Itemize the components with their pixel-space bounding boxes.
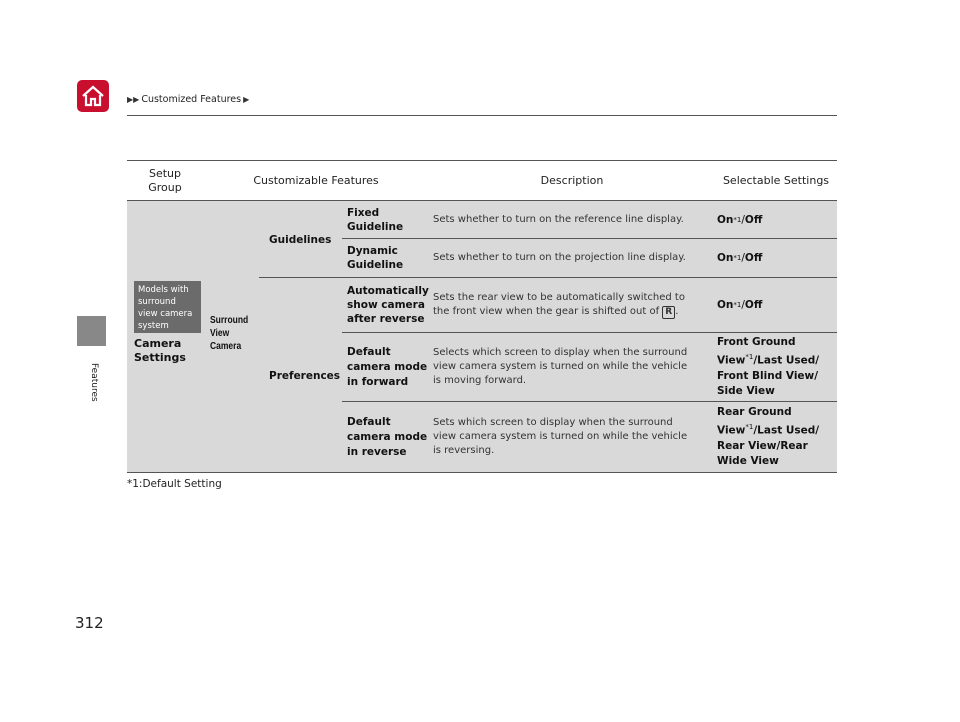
row-divider bbox=[342, 401, 837, 402]
feature-fixed-guideline: Fixed Guideline bbox=[347, 207, 404, 233]
header-description: Description bbox=[540, 173, 604, 187]
footnote: *1:Default Setting bbox=[127, 478, 222, 490]
description-cell: Sets whether to turn on the reference line display. bbox=[433, 214, 684, 225]
row-divider bbox=[259, 277, 837, 278]
header-settings: Selectable Settings bbox=[722, 173, 830, 187]
breadcrumb-arrow-icon: ▶▶ bbox=[127, 95, 140, 104]
side-tab-marker bbox=[77, 316, 106, 346]
breadcrumb bbox=[127, 94, 249, 105]
description-cell: Sets which screen to display when the surround view camera system is turned on while the vehicle is reversing. bbox=[433, 417, 688, 456]
feature-default-forward: Default camera mode in forward bbox=[347, 345, 428, 388]
setup-group-cell: Camera Settings bbox=[134, 337, 186, 364]
page-number: 312 bbox=[75, 614, 104, 632]
customized-features-table bbox=[127, 160, 837, 473]
table-body bbox=[127, 201, 837, 473]
home-icon bbox=[81, 85, 105, 107]
breadcrumb-link[interactable]: Customized Features bbox=[141, 94, 242, 105]
home-button[interactable] bbox=[77, 80, 109, 112]
breadcrumb-arrow-icon: ▶ bbox=[243, 95, 250, 104]
feature-default-reverse: Default camera mode in reverse bbox=[347, 415, 428, 458]
model-badge: Models with surround view camera system bbox=[134, 281, 201, 333]
subgroup-label: Surround View Camera bbox=[210, 315, 249, 352]
header-setup-group: Setup Group bbox=[148, 166, 182, 194]
feature-dynamic-guideline: Dynamic Guideline bbox=[347, 245, 404, 271]
category-preferences: Preferences bbox=[269, 370, 341, 382]
feature-auto-show-camera: Automatically show camera after reverse bbox=[347, 285, 429, 325]
side-tab-label: Features bbox=[89, 363, 99, 402]
header-features: Customizable Features bbox=[253, 173, 379, 187]
category-guidelines: Guidelines bbox=[269, 234, 332, 246]
settings-cell: On *1 / Off bbox=[717, 299, 763, 311]
row-divider bbox=[342, 332, 837, 333]
settings-cell: On *1 / Off bbox=[717, 214, 763, 226]
settings-cell: On *1 / Off bbox=[717, 252, 763, 264]
row-divider bbox=[342, 238, 837, 239]
description-cell: Sets whether to turn on the projection line display. bbox=[433, 252, 686, 263]
settings-cell: Front Ground View$^{*1}$/Last Used/ Front Blind View/ Side View bbox=[717, 336, 820, 397]
description-cell: Sets the rear view to be automatically switched to the front view when the gear is shifted out of R . bbox=[433, 292, 685, 317]
header-divider bbox=[127, 115, 837, 116]
gear-r-icon: R bbox=[662, 306, 675, 319]
description-cell: Selects which screen to display when the surround view camera system is turned on while the vehicle is moving forward. bbox=[433, 347, 688, 386]
table-header bbox=[127, 160, 837, 201]
settings-cell: Rear Ground View$^{*1}$/Last Used/ Rear View/Rear Wide View bbox=[717, 406, 820, 467]
